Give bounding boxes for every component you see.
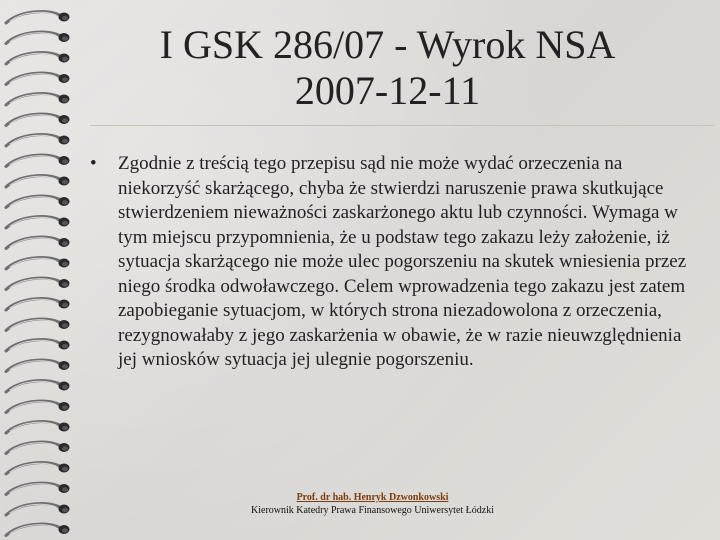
- spiral-ring-icon: [6, 32, 70, 43]
- spiral-ring-icon: [6, 463, 70, 474]
- spiral-ring-icon: [6, 524, 70, 535]
- bullet-list: [90, 152, 690, 373]
- list-item: [90, 152, 690, 373]
- spiral-ring-icon: [6, 217, 70, 228]
- bullet-icon: •: [90, 153, 97, 174]
- author-affiliation: Kierownik Katedry Prawa Finansowego Uniwersytet Łódzki: [251, 505, 494, 516]
- title-line-2: 2007-12-11: [294, 68, 481, 113]
- slide-footer: [200, 491, 545, 517]
- spiral-binding: [0, 0, 82, 540]
- spiral-ring-icon: [6, 422, 70, 433]
- spiral-ring-icon: [6, 176, 70, 187]
- spiral-ring-icon: [6, 483, 70, 494]
- spiral-ring-icon: [6, 319, 70, 330]
- bullet-text: Zgodnie z treścią tego przepisu sąd nie może wydać orzeczenia na niekorzyść skarżącego, chyba że stwierdzi naruszenie prawa skutkujące stwierdzeniem nieważności zaskarżonego aktu lub czynności. Wymaga w tym miejscu przypomnienia, że u podstaw tego zakazu leży założenie, iż sytuacja skarżącego nie może ulec pogorszeniu na skutek wniesienia przez niego środka odwoławczego. Celem wprowadzenia tego zakazu jest zatem zapobieganie sytuacjom, w których strona niezadowolona z orzeczenia, rezygnowałaby z jego zaskarżenia w obawie, że w razie nieuwzględnienia jej wniosków sytuacja jej ulegnie pogorszeniu.: [118, 153, 687, 370]
- title-divider: [90, 125, 715, 126]
- spiral-ring-icon: [6, 155, 70, 166]
- spiral-ring-icon: [6, 340, 70, 351]
- spiral-ring-icon: [6, 360, 70, 371]
- author-link[interactable]: Prof. dr hab. Henryk Dzwonkowski: [296, 492, 449, 503]
- slide-title: [90, 22, 685, 114]
- spiral-ring-icon: [6, 504, 70, 515]
- spiral-ring-icon: [6, 442, 70, 453]
- spiral-ring-icon: [6, 278, 70, 289]
- spiral-ring-icon: [6, 94, 70, 105]
- spiral-ring-icon: [6, 114, 70, 125]
- spiral-ring-icon: [6, 196, 70, 207]
- spiral-ring-icon: [6, 135, 70, 146]
- title-line-1: I GSK 286/07 - Wyrok NSA: [159, 22, 616, 67]
- spiral-ring-icon: [6, 299, 70, 310]
- spiral-ring-icon: [6, 12, 70, 23]
- spiral-ring-icon: [6, 381, 70, 392]
- spiral-ring-icon: [6, 73, 70, 84]
- spiral-ring-icon: [6, 258, 70, 269]
- spiral-ring-icon: [6, 401, 70, 412]
- spiral-ring-icon: [6, 237, 70, 248]
- spiral-ring-icon: [6, 53, 70, 64]
